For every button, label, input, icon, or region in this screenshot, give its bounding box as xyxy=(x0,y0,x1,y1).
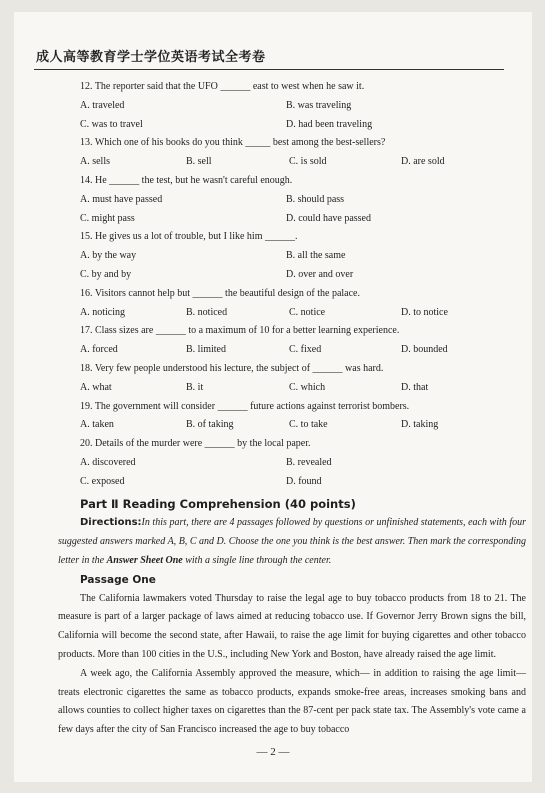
exam-page xyxy=(14,12,532,782)
answer-option: B. limited xyxy=(186,344,226,356)
answer-option: A. taken xyxy=(80,419,114,431)
option-row xyxy=(80,304,526,323)
option-row xyxy=(80,210,526,229)
directions xyxy=(58,514,526,570)
answer-option: A. must have passed xyxy=(80,193,163,205)
header-rule xyxy=(34,69,504,70)
question-stem: 14. He ______ the test, but he wasn't careful enough. xyxy=(80,174,293,186)
question-stem: 12. The reporter said that the UFO ______ east to west when he saw it. xyxy=(80,81,365,92)
option-row xyxy=(80,191,526,210)
option-row xyxy=(80,454,526,473)
answer-option: D. that xyxy=(401,381,429,393)
question-stem: 17. Class sizes are ______ to a maximum of 10 for a better learning experience. xyxy=(80,325,400,337)
option-row xyxy=(80,97,526,116)
answer-option: B. sell xyxy=(186,156,212,168)
option-row xyxy=(80,379,526,398)
option-row xyxy=(80,416,526,435)
answer-option: D. had been traveling xyxy=(286,118,373,130)
passage-title: Passage One xyxy=(80,573,156,586)
answer-option: C. by and by xyxy=(80,268,132,280)
answer-option: A. forced xyxy=(80,344,118,356)
directions-answer-sheet: Answer Sheet One xyxy=(106,554,183,566)
option-row xyxy=(80,116,526,135)
answer-option: C. is sold xyxy=(289,156,327,168)
answer-option: C. to take xyxy=(289,419,328,431)
answer-option: C. fixed xyxy=(289,344,322,356)
part2-title: Part Ⅱ Reading Comprehension (40 points) xyxy=(80,496,356,511)
option-row xyxy=(80,153,526,172)
answer-option: C. was to travel xyxy=(80,118,143,130)
question-list xyxy=(80,78,526,492)
question-stem: 16. Visitors cannot help but ______ the beautiful design of the palace. xyxy=(80,287,360,299)
question-stem: 18. Very few people understood his lecture, the subject of ______ was hard. xyxy=(80,362,384,374)
answer-option: B. all the same xyxy=(286,250,346,262)
question-stem: 13. Which one of his books do you think _____ best among the best-sellers? xyxy=(80,137,386,149)
answer-option: B. was traveling xyxy=(286,99,352,111)
option-row xyxy=(80,266,526,285)
directions-text-1: In this part, there are 4 passages followed by questions or unfinished statements, each with four suggested answers marked A, B, C and D. Choose the one you think is the best answer. Then mark the corresponding letter in the xyxy=(58,517,526,566)
passage-paragraph-1: The California lawmakers voted Thursday to raise the legal age to buy tobacco products from 18 to 21. The measure is part of a larger package of laws aimed at reducing tobacco use. If Governor Jerry Brown signs the bill, California will become the second state, after Hawaii, to raise the age limit for buying cigarettes and other tobacco products. More than 100 cities in the U.S., including New York and Boston, have already raised the age limit. xyxy=(58,592,526,660)
answer-option: B. of taking xyxy=(186,419,234,431)
answer-option: D. taking xyxy=(401,419,439,431)
page-content xyxy=(58,78,526,740)
option-row xyxy=(80,341,526,360)
answer-option: B. noticed xyxy=(186,306,228,318)
directions-label: Directions: xyxy=(80,517,142,529)
answer-option: D. bounded xyxy=(401,344,448,356)
option-row xyxy=(80,247,526,266)
question-stem: 19. The government will consider ______ future actions against terrorist bombers. xyxy=(80,400,410,412)
answer-option: D. found xyxy=(286,475,322,487)
answer-option: D. over and over xyxy=(286,268,354,280)
answer-option: B. revealed xyxy=(286,456,332,468)
question-stem: 20. Details of the murder were ______ by the local paper. xyxy=(80,438,311,450)
answer-option: A. traveled xyxy=(80,99,125,111)
answer-option: C. which xyxy=(289,381,326,393)
answer-option: C. might pass xyxy=(80,212,135,224)
answer-option: B. should pass xyxy=(286,193,345,205)
answer-option: C. notice xyxy=(289,306,326,318)
answer-option: B. it xyxy=(186,381,204,393)
option-row xyxy=(80,473,526,492)
answer-option: A. noticing xyxy=(80,306,125,318)
answer-option: A. by the way xyxy=(80,250,137,262)
page-number: — 2 — xyxy=(256,746,290,758)
answer-option: D. are sold xyxy=(401,156,445,168)
answer-option: A. discovered xyxy=(80,456,136,468)
answer-option: A. what xyxy=(80,381,112,393)
passage-paragraph-2: A week ago, the California Assembly approved the measure, which— in addition to raising the age limit— treats electronic cigarettes the same as tobacco products, expands smoke-free areas, increases smoking bans and allows counties to collect higher taxes on cigarettes than the 87-cent per pack state tax. The Assembly's vote came a few days after the city of San Francisco increased the age to buy tobacco xyxy=(58,667,526,736)
directions-text-2: with a single line through the center. xyxy=(182,554,332,566)
answer-option: D. could have passed xyxy=(286,212,371,224)
answer-option: C. exposed xyxy=(80,475,125,487)
page-header-title: 成人高等教育学士学位英语考试全考卷 xyxy=(36,50,266,65)
answer-option: A. sells xyxy=(80,156,110,168)
question-stem: 15. He gives us a lot of trouble, but I like him ______. xyxy=(80,231,298,243)
answer-option: D. to notice xyxy=(401,306,448,318)
